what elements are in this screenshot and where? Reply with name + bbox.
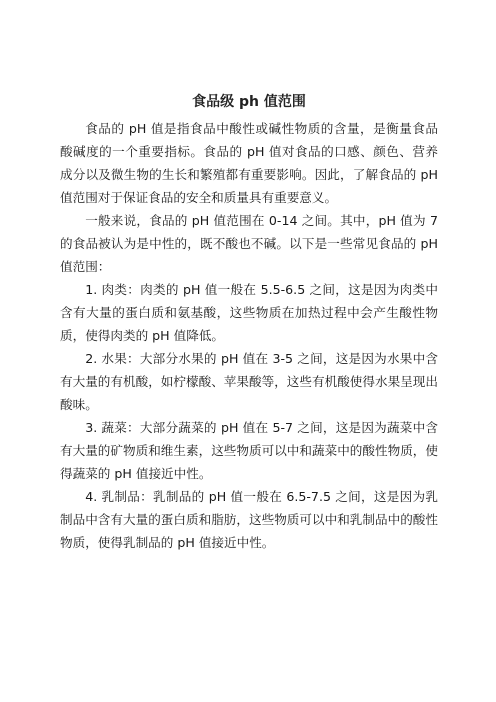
paragraph-fruit: 2. 水果：大部分水果的 pH 值在 3-5 之间，这是因为水果中含有大量的有机酸，如柠檬酸、苹果酸等，这些有机酸使得水果呈现出酸味。 — [60, 351, 438, 412]
paragraph-meat: 1. 肉类：肉类的 pH 值一般在 5.5-6.5 之间，这是因为肉类中含有大量的蛋白质和氨基酸，这些物质在加热过程中会产生酸性物质，使得肉类的 pH 值降低。 — [60, 282, 438, 343]
paragraph-range: 一般来说，食品的 pH 值范围在 0-14 之间。其中，pH 值为 7 的食品被认为是中性的，既不酸也不碱。以下是一些常见食品的 pH 值范围： — [60, 213, 438, 274]
document-page — [60, 92, 438, 554]
paragraph-vegetable: 3. 蔬菜：大部分蔬菜的 pH 值在 5-7 之间，这是因为蔬菜中含有大量的矿物质和维生素，这些物质可以中和蔬菜中的酸性物质，使得蔬菜的 pH 值接近中性。 — [60, 420, 438, 481]
document-title: 食品级 ph 值范围 — [192, 94, 306, 110]
paragraph-dairy: 4. 乳制品：乳制品的 pH 值一般在 6.5-7.5 之间，这是因为乳制品中含有大量的蛋白质和脂肪，这些物质可以中和乳制品中的酸性物质，使得乳制品的 pH 值接近中性。 — [60, 489, 438, 550]
paragraph-intro: 食品的 pH 值是指食品中酸性或碱性物质的含量，是衡量食品酸碱度的一个重要指标。食品的 pH 值对食品的口感、颜色、营养成分以及微生物的生长和繁殖都有重要影响。因此，了解食品的 pH 值范围对于保证食品的安全和质量具有重要意义。 — [60, 121, 438, 205]
